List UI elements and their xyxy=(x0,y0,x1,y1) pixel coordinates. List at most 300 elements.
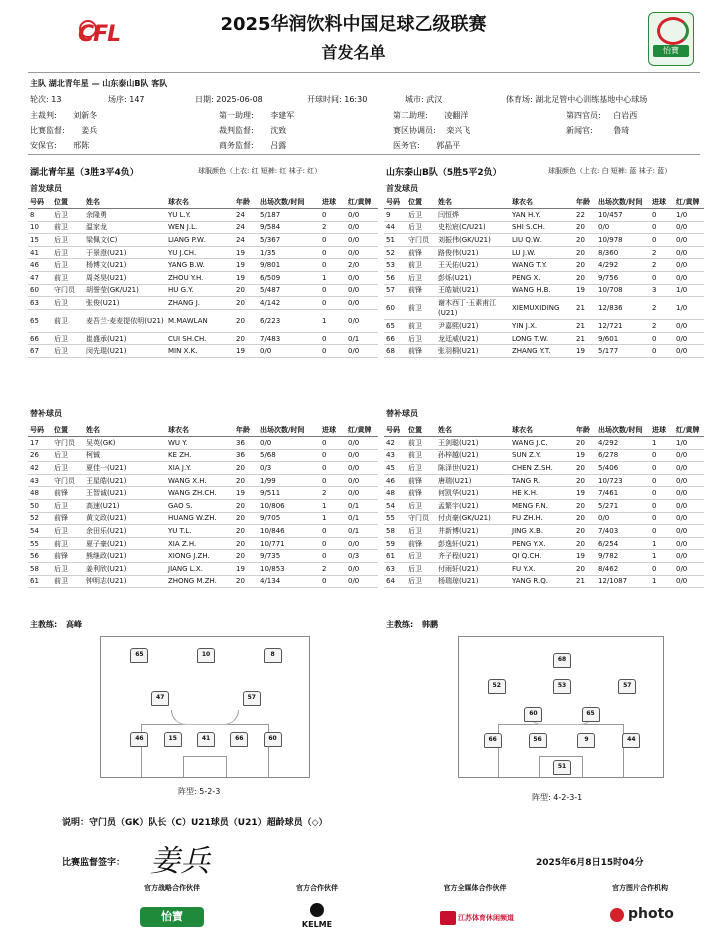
away-subs-table xyxy=(384,424,704,588)
cell-apps: 9/584 xyxy=(258,221,320,234)
venue-info: 体育场: 湖北足管中心训练基地中心球场 xyxy=(506,95,648,104)
table-row xyxy=(28,512,378,525)
cell-name: 柯铖 xyxy=(84,449,166,462)
cell-number: 55 xyxy=(28,537,52,550)
cell-number: 44 xyxy=(384,221,406,234)
cell-position: 前锋 xyxy=(406,487,436,500)
cell-shirt-name: YAN H.Y. xyxy=(510,209,574,222)
column-header-age: 年龄 xyxy=(574,424,596,437)
cell-goals: 2 xyxy=(320,221,346,234)
cell-shirt-name: MIN X.K. xyxy=(166,345,234,358)
cell-age: 20 xyxy=(574,512,596,525)
cell-name: 彭逸轩(U21) xyxy=(436,537,510,550)
cell-shirt-name: YU L.Y. xyxy=(166,209,234,222)
cell-number: 51 xyxy=(384,234,406,247)
table-row xyxy=(384,209,704,222)
cell-position: 后卫 xyxy=(52,525,84,538)
cell-cards: 0/1 xyxy=(346,525,378,538)
cell-position: 前锋 xyxy=(406,284,436,297)
cell-shirt-name: XIA Z.H. xyxy=(166,537,234,550)
cell-number: 54 xyxy=(28,525,52,538)
table-row xyxy=(28,487,378,500)
cell-age: 20 xyxy=(234,332,258,345)
table-row xyxy=(384,221,704,234)
cell-goals: 0 xyxy=(320,550,346,563)
cell-age: 20 xyxy=(574,562,596,575)
sponsor-title: 官方战略合作伙伴 xyxy=(144,884,200,892)
cell-goals: 0 xyxy=(320,537,346,550)
cell-apps: 0/0 xyxy=(596,221,650,234)
cell-goals: 0 xyxy=(650,234,674,247)
cell-name: 王皓斌(U21) xyxy=(436,284,510,297)
cell-cards: 0/0 xyxy=(346,284,378,297)
cell-apps: 0/0 xyxy=(596,512,650,525)
cell-goals: 0 xyxy=(650,449,674,462)
cell-number: 65 xyxy=(384,320,406,333)
cell-goals: 1 xyxy=(320,309,346,332)
table-row xyxy=(384,320,704,333)
cell-position: 守门员 xyxy=(52,284,84,297)
column-header-number: 号码 xyxy=(384,424,406,437)
cell-name: 王剑聪(U21) xyxy=(436,437,510,450)
table-row xyxy=(28,297,378,310)
sponsor-logo-kelme: KELME xyxy=(301,920,333,929)
home-coach: 主教练: 高峰 xyxy=(30,620,82,629)
cell-apps: 6/254 xyxy=(596,537,650,550)
cell-age: 20 xyxy=(574,499,596,512)
signature-label: 比赛监督签字： xyxy=(62,858,126,868)
cell-name: 夏子豪(U21) xyxy=(84,537,166,550)
cell-position: 后卫 xyxy=(52,499,84,512)
cell-goals: 0 xyxy=(320,462,346,475)
cell-cards: 0/0 xyxy=(346,487,378,500)
supervisor-signature: 姜兵 xyxy=(150,844,210,879)
cell-position: 后卫 xyxy=(52,449,84,462)
player-shirt-icon: 53 xyxy=(553,679,571,694)
yibao-ring-icon xyxy=(657,17,689,45)
column-header-goals: 进球 xyxy=(650,424,674,437)
cell-cards: 0/0 xyxy=(674,474,704,487)
cell-goals: 0 xyxy=(650,345,674,358)
cell-cards: 0/0 xyxy=(674,499,704,512)
cell-apps: 6/278 xyxy=(596,449,650,462)
cell-goals: 1 xyxy=(320,512,346,525)
cell-cards: 0/0 xyxy=(674,462,704,475)
cell-apps: 9/756 xyxy=(596,271,650,284)
player-shirt-icon: 57 xyxy=(618,679,636,694)
cell-cards: 0/1 xyxy=(346,512,378,525)
date-info: 日期: 2025-06-08 xyxy=(195,95,263,104)
cell-number: 48 xyxy=(384,487,406,500)
column-header-cards: 红/黄牌 xyxy=(346,196,378,209)
cell-cards: 0/0 xyxy=(346,474,378,487)
cell-goals: 2 xyxy=(650,297,674,320)
cell-cards: 0/0 xyxy=(674,234,704,247)
cell-name: 刘振伟(GK/U21) xyxy=(436,234,510,247)
cell-age: 20 xyxy=(574,537,596,550)
table-row xyxy=(384,512,704,525)
cell-goals: 2 xyxy=(650,259,674,272)
cell-name: 周尧昊(U21) xyxy=(84,271,166,284)
cell-age: 20 xyxy=(234,525,258,538)
player-shirt-icon: 9 xyxy=(577,733,595,748)
cell-name: 尹嘉熙(U21) xyxy=(436,320,510,333)
column-header-cards: 红/黄牌 xyxy=(674,424,704,437)
cell-age: 19 xyxy=(234,345,258,358)
player-shirt-icon: 65 xyxy=(582,707,600,722)
table-row xyxy=(384,437,704,450)
page-title: 2025华润饮料中国足球乙级联赛 xyxy=(220,14,487,35)
cell-shirt-name: KE ZH. xyxy=(166,449,234,462)
cell-shirt-name: JIANG L.X. xyxy=(166,562,234,575)
cell-number: 60 xyxy=(384,297,406,320)
official-commercial: 商务监督: 吕露 xyxy=(219,141,287,150)
official-referee: 主裁判: 刘新冬 xyxy=(30,111,98,120)
table-row xyxy=(28,246,378,259)
cell-goals: 0 xyxy=(650,474,674,487)
cell-age: 20 xyxy=(574,259,596,272)
column-header-shirt-name: 球衣名 xyxy=(510,196,574,209)
cell-name: 彭烁(U21) xyxy=(436,271,510,284)
cell-age: 19 xyxy=(574,550,596,563)
cell-goals: 0 xyxy=(650,332,674,345)
column-header-cards: 红/黄牌 xyxy=(674,196,704,209)
table-row xyxy=(384,234,704,247)
cell-age: 21 xyxy=(574,575,596,588)
cell-cards: 1/0 xyxy=(674,209,704,222)
cell-position: 后卫 xyxy=(52,209,84,222)
table-row xyxy=(28,474,378,487)
cell-cards: 0/1 xyxy=(346,499,378,512)
table-row xyxy=(384,550,704,563)
cell-position: 前锋 xyxy=(52,512,84,525)
cell-shirt-name: XIONG J.ZH. xyxy=(166,550,234,563)
cell-name: 付贞豪(GK/U21) xyxy=(436,512,510,525)
cell-name: 闵先琨(U21) xyxy=(84,345,166,358)
cell-cards: 0/0 xyxy=(674,512,704,525)
table-row xyxy=(28,309,378,332)
page-subtitle: 首发名单 xyxy=(321,43,386,62)
home-formation-pitch xyxy=(100,636,310,778)
player-shirt-icon: 15 xyxy=(164,732,182,747)
cell-age: 36 xyxy=(234,449,258,462)
cell-position: 前锋 xyxy=(406,474,436,487)
cell-cards: 0/0 xyxy=(346,297,378,310)
cell-name: 余隆勇 xyxy=(84,209,166,222)
cell-shirt-name: YIN J.X. xyxy=(510,320,574,333)
cell-number: 68 xyxy=(384,345,406,358)
cell-goals: 0 xyxy=(320,345,346,358)
table-row xyxy=(384,462,704,475)
cell-position: 后卫 xyxy=(406,209,436,222)
cell-number: 10 xyxy=(28,221,52,234)
player-shirt-icon: 10 xyxy=(197,648,215,663)
cell-shirt-name: SUN Z.Y. xyxy=(510,449,574,462)
cell-apps: 0/0 xyxy=(258,345,320,358)
cell-goals: 1 xyxy=(320,499,346,512)
round-info: 轮次: 13 xyxy=(30,95,62,104)
cell-shirt-name: XIEMUXIDING xyxy=(510,297,574,320)
cell-position: 前锋 xyxy=(406,246,436,259)
cell-age: 21 xyxy=(574,332,596,345)
cell-position: 前卫 xyxy=(52,309,84,332)
table-row xyxy=(28,537,378,550)
cell-name: 胡誉莹(GK/U21) xyxy=(84,284,166,297)
cell-shirt-name: QI Q.CH. xyxy=(510,550,574,563)
cell-shirt-name: WANG T.Y. xyxy=(510,259,574,272)
cell-position: 前卫 xyxy=(406,437,436,450)
table-row xyxy=(28,550,378,563)
cell-number: 54 xyxy=(384,499,406,512)
cell-age: 19 xyxy=(234,259,258,272)
player-shirt-icon: 60 xyxy=(264,732,282,747)
cell-apps: 10/853 xyxy=(258,562,320,575)
cell-goals: 0 xyxy=(320,474,346,487)
cell-name: 王天佑(U21) xyxy=(436,259,510,272)
table-row xyxy=(384,525,704,538)
cell-number: 61 xyxy=(28,575,52,588)
cell-goals: 0 xyxy=(320,259,346,272)
table-row xyxy=(384,246,704,259)
official-press: 新闻官: 鲁琦 xyxy=(566,126,630,135)
cell-shirt-name: PENG Y.X. xyxy=(510,537,574,550)
cell-number: 66 xyxy=(384,332,406,345)
cell-goals: 3 xyxy=(650,284,674,297)
sponsor-logo-yibao: 怡寶 xyxy=(140,907,204,927)
cell-goals: 2 xyxy=(650,320,674,333)
column-header-position: 位置 xyxy=(406,196,436,209)
home-starters-table xyxy=(28,196,378,358)
cell-apps: 0/0 xyxy=(258,437,320,450)
cell-apps: 5/177 xyxy=(596,345,650,358)
cell-number: 41 xyxy=(28,246,52,259)
photo-logo-icon xyxy=(610,908,624,922)
cell-number: 47 xyxy=(28,271,52,284)
cell-goals: 0 xyxy=(320,246,346,259)
player-shirt-icon: 60 xyxy=(524,707,542,722)
cell-cards: 0/3 xyxy=(346,550,378,563)
cell-name: 于景澄(U21) xyxy=(84,246,166,259)
cell-apps: 5/187 xyxy=(258,209,320,222)
cell-name: 吴英(GK) xyxy=(84,437,166,450)
cell-cards: 0/0 xyxy=(346,309,378,332)
cell-apps: 5/406 xyxy=(596,462,650,475)
cell-position: 后卫 xyxy=(406,271,436,284)
table-row xyxy=(384,449,704,462)
cell-cards: 0/0 xyxy=(346,437,378,450)
column-header-apps: 出场次数/时间 xyxy=(258,196,320,209)
cell-goals: 1 xyxy=(650,537,674,550)
cell-position: 前卫 xyxy=(52,271,84,284)
cell-position: 后卫 xyxy=(52,259,84,272)
cell-number: 43 xyxy=(384,449,406,462)
official-ar1: 第一助理: 李建军 xyxy=(219,111,295,120)
column-header-name: 姓名 xyxy=(84,424,166,437)
column-header-shirt-name: 球衣名 xyxy=(166,196,234,209)
cell-name: 梁佩文(C) xyxy=(84,234,166,247)
cell-position: 后卫 xyxy=(406,221,436,234)
cell-cards: 0/0 xyxy=(674,221,704,234)
cell-cards: 1/0 xyxy=(674,297,704,320)
away-team-name: 山东泰山B队（5胜5平2负） xyxy=(386,168,502,178)
cell-apps: 10/723 xyxy=(596,474,650,487)
cell-position: 前卫 xyxy=(52,537,84,550)
cell-apps: 12/836 xyxy=(596,297,650,320)
cell-name: 陈泽世(U21) xyxy=(436,462,510,475)
cell-shirt-name: CUI SH.CH. xyxy=(166,332,234,345)
cell-age: 20 xyxy=(574,271,596,284)
yibao-logo xyxy=(648,12,694,66)
cell-shirt-name: ZHANG J. xyxy=(166,297,234,310)
cell-name: 杨博文(U21) xyxy=(84,259,166,272)
cell-cards: 0/0 xyxy=(346,271,378,284)
cell-shirt-name: FU ZH.H. xyxy=(510,512,574,525)
cell-name: 何凯华(U21) xyxy=(436,487,510,500)
cell-position: 后卫 xyxy=(52,234,84,247)
home-subs-title: 替补球员 xyxy=(30,409,62,418)
table-row xyxy=(28,259,378,272)
cell-shirt-name: HE K.H. xyxy=(510,487,574,500)
cell-shirt-name: WANG H.B. xyxy=(510,284,574,297)
cell-apps: 12/721 xyxy=(596,320,650,333)
player-shirt-icon: 8 xyxy=(264,648,282,663)
table-row xyxy=(28,271,378,284)
cell-position: 前卫 xyxy=(406,259,436,272)
cell-name: 孟繁宇(U21) xyxy=(436,499,510,512)
cell-apps: 10/457 xyxy=(596,209,650,222)
cell-age: 24 xyxy=(234,209,258,222)
cell-position: 守门员 xyxy=(52,474,84,487)
cell-age: 20 xyxy=(234,512,258,525)
cell-number: 46 xyxy=(28,259,52,272)
home-formation: 阵型: 5-2-3 xyxy=(178,787,221,796)
goal-box xyxy=(183,756,227,777)
sponsor-title: 官方图片合作机构 xyxy=(612,884,668,892)
match-no-info: 场序: 147 xyxy=(108,95,145,104)
cell-apps: 5/271 xyxy=(596,499,650,512)
cell-shirt-name: MENG F.N. xyxy=(510,499,574,512)
column-header-number: 号码 xyxy=(28,424,52,437)
cell-number: 66 xyxy=(28,332,52,345)
table-row xyxy=(28,462,378,475)
cell-shirt-name: HUANG W.ZH. xyxy=(166,512,234,525)
cell-number: 60 xyxy=(28,284,52,297)
cell-apps: 7/403 xyxy=(596,525,650,538)
cell-cards: 1/0 xyxy=(674,284,704,297)
official-security: 安保官: 邢陈 xyxy=(30,141,90,150)
away-subs-title: 替补球员 xyxy=(386,409,418,418)
cell-cards: 2/0 xyxy=(346,259,378,272)
cell-name: 谢木西丁·玉素甫江(U21) xyxy=(436,297,510,320)
cell-shirt-name: YU J.CH. xyxy=(166,246,234,259)
cell-cards: 1/0 xyxy=(674,437,704,450)
cell-goals: 1 xyxy=(650,575,674,588)
cell-position: 后卫 xyxy=(406,562,436,575)
cell-apps: 4/292 xyxy=(596,437,650,450)
player-shirt-icon: 47 xyxy=(151,691,169,706)
cell-number: 52 xyxy=(28,512,52,525)
cell-number: 65 xyxy=(28,309,52,332)
cell-position: 后卫 xyxy=(52,246,84,259)
player-shirt-icon: 51 xyxy=(553,760,571,775)
table-row xyxy=(384,271,704,284)
player-shirt-icon: 66 xyxy=(230,732,248,747)
table-row xyxy=(384,487,704,500)
cell-name: 龙廷威(U21) xyxy=(436,332,510,345)
cell-age: 20 xyxy=(574,525,596,538)
cell-goals: 0 xyxy=(650,209,674,222)
cell-apps: 12/1087 xyxy=(596,575,650,588)
home-starters-title: 首发球员 xyxy=(30,184,62,193)
table-row xyxy=(28,562,378,575)
cell-age: 20 xyxy=(234,499,258,512)
cell-name: 史松宸(C/U21) xyxy=(436,221,510,234)
cell-age: 19 xyxy=(234,487,258,500)
cell-position: 前锋 xyxy=(406,345,436,358)
penalty-arc xyxy=(171,710,239,725)
kickoff-info: 开球时间: 16:30 xyxy=(307,95,368,104)
cell-age: 20 xyxy=(234,297,258,310)
column-header-cards: 红/黄牌 xyxy=(346,424,378,437)
cell-age: 24 xyxy=(234,234,258,247)
cell-name: 齐子程(U21) xyxy=(436,550,510,563)
cell-apps: 10/771 xyxy=(258,537,320,550)
cell-number: 67 xyxy=(28,345,52,358)
cell-name: 唐瑞(U21) xyxy=(436,474,510,487)
cell-age: 20 xyxy=(234,575,258,588)
cell-position: 前锋 xyxy=(406,537,436,550)
cell-goals: 0 xyxy=(650,562,674,575)
table-row xyxy=(384,284,704,297)
cell-name: 井新博(U21) xyxy=(436,525,510,538)
cell-apps: 9/801 xyxy=(258,259,320,272)
player-shirt-icon: 52 xyxy=(488,679,506,694)
table-row xyxy=(384,537,704,550)
cell-apps: 5/367 xyxy=(258,234,320,247)
cell-shirt-name: WANG ZH.CH. xyxy=(166,487,234,500)
cell-name: 熊继政(U21) xyxy=(84,550,166,563)
cell-cards: 0/0 xyxy=(346,246,378,259)
sponsor-title: 官方全媒体合作伙伴 xyxy=(443,884,507,892)
cell-position: 后卫 xyxy=(406,499,436,512)
column-header-name: 姓名 xyxy=(436,196,510,209)
cell-shirt-name: ZHONG M.ZH. xyxy=(166,575,234,588)
cell-number: 52 xyxy=(384,246,406,259)
table-row xyxy=(28,221,378,234)
column-header-position: 位置 xyxy=(52,424,84,437)
cell-apps: 1/99 xyxy=(258,474,320,487)
cell-apps: 7/461 xyxy=(596,487,650,500)
cell-cards: 0/0 xyxy=(674,575,704,588)
cell-apps: 4/134 xyxy=(258,575,320,588)
player-shirt-icon: 56 xyxy=(529,733,547,748)
cell-cards: 0/0 xyxy=(674,271,704,284)
cell-shirt-name: XIA J.Y. xyxy=(166,462,234,475)
cell-age: 22 xyxy=(574,209,596,222)
cell-age: 19 xyxy=(574,284,596,297)
cell-goals: 2 xyxy=(650,246,674,259)
cell-name: 张羽桐(U21) xyxy=(436,345,510,358)
table-row xyxy=(384,474,704,487)
cell-cards: 0/0 xyxy=(346,449,378,462)
cell-shirt-name: YANG R.Q. xyxy=(510,575,574,588)
cell-number: 15 xyxy=(28,234,52,247)
cell-number: 59 xyxy=(384,537,406,550)
cell-number: 9 xyxy=(384,209,406,222)
cell-position: 后卫 xyxy=(406,462,436,475)
cell-goals: 0 xyxy=(320,332,346,345)
cell-apps: 10/806 xyxy=(258,499,320,512)
